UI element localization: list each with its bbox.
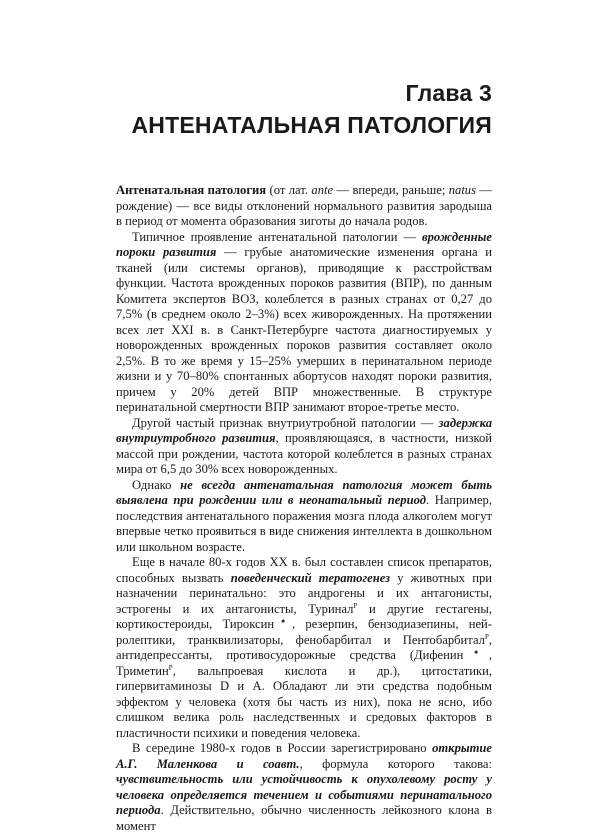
paragraph-text: и другие гестагены, кортикостероиды, Тироксин: [116, 601, 493, 631]
paragraph-text: Еще в начале 80-х годов XX в. был составлен список препаратов, способных вызвать: [116, 555, 492, 585]
trademark-mark: ♠: [274, 616, 293, 625]
paragraph-text: (от лат.: [266, 183, 312, 197]
paragraph-text: . Например, последствия антенатального поражения мозга плода алкоголем могут впервые четко проявиться в виде снижения интеллекта в дошкольном или школьном возрасте.: [116, 493, 492, 554]
paragraph-text: , проявляющаяся, в частности, низкой массой при рождении, частота которой колеблется в разных странах мира от 6,5 до 30% всех новорожденных.: [116, 431, 492, 476]
paragraph-4: [116, 478, 492, 556]
emphasized-term: задержка внутриутробного развития: [116, 415, 492, 445]
paragraph-text: — грубые анатомические изменения органа и тканей (или системы органов), приводящие к расстройствам функции. Частота врожденных пороков развития (ВПР), по данным Комитета экспертов ВОЗ, колеблется в разных странах от 0,27 до 7,5% (в среднем около 2–3%) всех живорожденных. На протяжении всех лет XXI в. в Санкт-Петербурге частота диагностируемых у новорожденных врожденных пороков развития составляет около 2,5%. В то же время у 15–25% умерших в перинатальном периоде жизни и у 70–80% спонтанных абортусов находят пороки развития, причем у 20% детей ВПР множественные. В структуре перинатальной смертности ВПР занимают второе-третье место.: [116, 245, 492, 414]
paragraph-5: [116, 555, 492, 741]
paragraph-3: [116, 416, 492, 478]
paragraph-1: [116, 183, 492, 230]
paragraph-text: , формула которого такова:: [299, 756, 492, 771]
trademark-mark: Р: [484, 632, 489, 641]
emphasized-term: Антенатальная патология: [116, 183, 267, 197]
emphasized-term: не всегда антенатальная патология может быть выявлена при рождении или в неонатальный период: [116, 477, 492, 507]
paragraph-text: , резерпин, бензодиазепины, нейролептики, транквилизаторы, фенобарбитал и Пентобарбитал: [116, 617, 492, 647]
paragraph-text: , Триметин: [116, 648, 492, 678]
chapter-title: АНТЕНАТАЛЬНАЯ ПАТОЛОГИЯ: [131, 112, 492, 138]
emphasized-term: врожденные пороки развития: [116, 229, 492, 259]
trademark-mark: Р: [168, 663, 173, 672]
body-text: [116, 183, 492, 834]
emphasized-term: natus: [448, 183, 477, 197]
paragraph-text: — впереди, раньше;: [333, 183, 449, 197]
chapter-label: Глава 3: [405, 80, 492, 106]
emphasized-term: поведенческий тератогенез: [230, 570, 391, 585]
paragraph-text: , антидепрессанты, противосудорожные средства (Дифенин: [116, 632, 492, 662]
paragraph-text: Другой частый признак внутриутробной патологии —: [132, 415, 439, 430]
emphasized-term: ante: [311, 183, 334, 197]
emphasized-term: чувствительность или устойчивость к опухолевому росту у человека определяется течением и событиями перинатального периода: [116, 772, 492, 817]
paragraph-text: у животных при назначении перинатально: это андрогены и их антагонисты, эстрогены и их антагонисты, Туринал: [116, 570, 493, 616]
paragraph-6: [116, 741, 492, 834]
emphasized-term: открытие А.Г. Маленкова и соавт.: [116, 741, 492, 771]
paragraph-text: . Действительно, обычно численность лейкозного клона в момент: [116, 803, 492, 833]
trademark-mark: ♠: [463, 647, 489, 656]
paragraph-text: В середине 1980-х годов в России зарегистрировано: [132, 741, 433, 755]
paragraph-text: — рождение) — все виды отклонений нормального развития зародыша в период от момента образования зиготы до начала родов.: [116, 183, 493, 228]
paragraph-text: , вальпроевая кислота и др.), цитостатики, гипервитаминозы D и А. Обладают ли эти средства подобным эффектом у человека (хотя бы часть из них), пока не ясно, ибо слишком велика роль наследственных и средовых факторов в пластичности психики и поведения человека.: [116, 663, 492, 740]
paragraph-text: Типичное проявление антенатальной патологии —: [132, 229, 422, 244]
paragraph-2: [116, 230, 492, 416]
trademark-mark: Р: [353, 601, 358, 610]
paragraph-text: Однако: [132, 477, 181, 492]
